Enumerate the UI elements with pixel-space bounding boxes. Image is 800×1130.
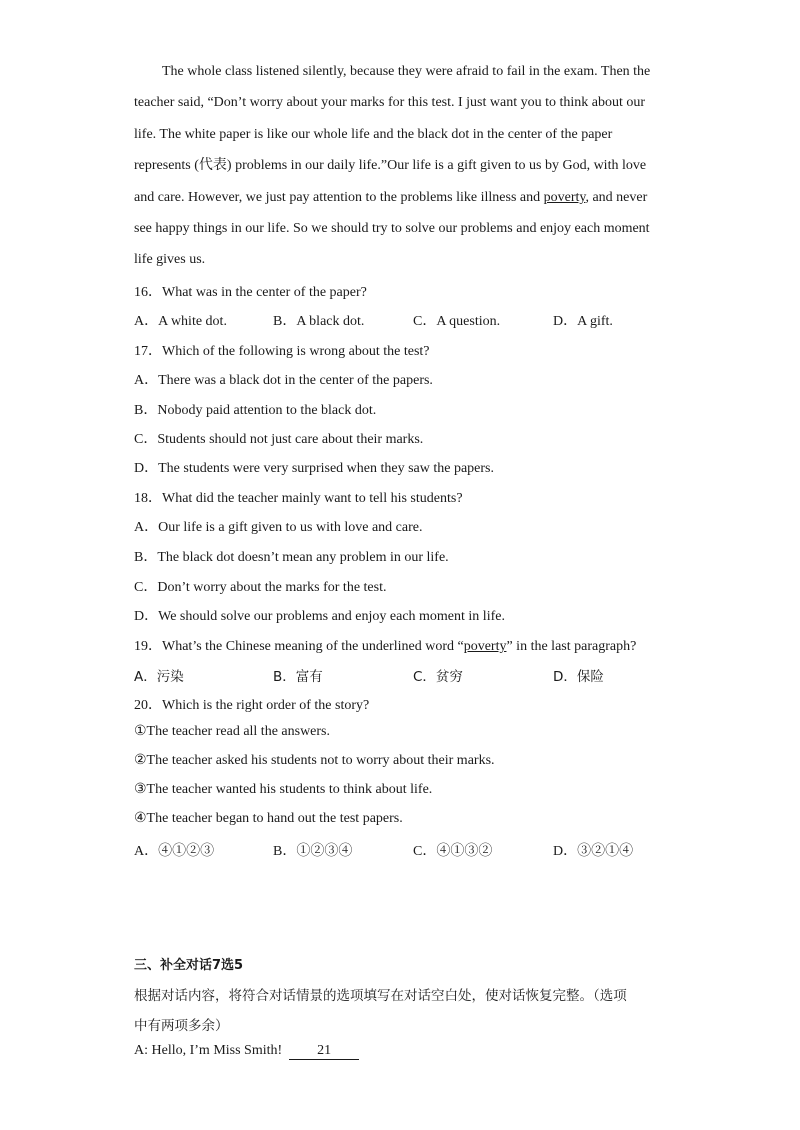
section-3-title: 三、补全对话7选5: [134, 958, 244, 973]
q16-option-b[interactable]: B．A black dot.: [273, 314, 365, 329]
question-19-stem: [134, 635, 636, 655]
dialog-line-a-text: A: Hello, I’m Miss Smith!: [134, 1043, 283, 1058]
q19-option-b[interactable]: B．富有: [273, 669, 323, 685]
q19-option-d[interactable]: D．保险: [553, 669, 604, 685]
q20-statement-4: ④The teacher began to hand out the test papers.: [134, 811, 403, 826]
q16-option-d[interactable]: D．A gift.: [553, 314, 613, 329]
q17-option-a[interactable]: A．There was a black dot in the center of the papers.: [134, 373, 433, 388]
q19-stem-post: ” in the last paragraph?: [506, 639, 637, 654]
question-18-stem: 18．What did the teacher mainly want to tell his students?: [134, 491, 463, 506]
q16-option-a[interactable]: A．A white dot.: [134, 314, 227, 329]
question-20-options: [134, 840, 694, 860]
q18-option-a[interactable]: A．Our life is a gift given to us with love and care.: [134, 520, 423, 535]
dialog-line-a: [134, 1043, 359, 1060]
q19-option-c[interactable]: C．贫穷: [413, 669, 463, 685]
q20-statement-2: ②The teacher asked his students not to worry about their marks.: [134, 753, 495, 768]
answer-blank-21[interactable]: 21: [289, 1043, 359, 1060]
question-19-options: [134, 665, 694, 685]
underlined-word-poverty: poverty: [543, 189, 586, 205]
q20-option-c[interactable]: C．④①③②: [413, 844, 493, 859]
q17-option-d[interactable]: D．The students were very surprised when they saw the papers.: [134, 461, 495, 476]
q20-option-a[interactable]: A．④①②③: [134, 844, 215, 859]
passage-text-1: The whole class listened silently, because they were afraid to fail in the exam. Then the teacher said, “Don’t worry about your marks for this test. I just want you to think about our life. The white paper is like our whole life and the black dot in the center of the paper represents (代表) problems in our daily life.”Our life is a gift given to us by God, with love and care. However, we just pay attention to the problems like illness and: [134, 64, 651, 205]
q17-option-c[interactable]: C．Students should not just care about their marks.: [134, 432, 424, 447]
q19-option-a[interactable]: A．污染: [134, 669, 184, 685]
q20-statement-1: ①The teacher read all the answers.: [134, 724, 331, 739]
q20-option-d[interactable]: D．③②①④: [553, 844, 634, 859]
q19-stem-pre: 19．What’s the Chinese meaning of the underlined word “: [134, 639, 464, 654]
section-3-instruction-line-1: 根据对话内容，将符合对话情景的选项填写在对话空白处，使对话恢复完整。（选项: [134, 988, 627, 1004]
q20-statement-3: ③The teacher wanted his students to think about life.: [134, 782, 433, 797]
q18-option-c[interactable]: C．Don’t worry about the marks for the test.: [134, 580, 387, 595]
passage-text-2: , and never see happy things in our life. So we should try to solve our problems and enjoy each moment life gives us.: [134, 189, 650, 268]
q17-option-b[interactable]: B．Nobody paid attention to the black dot.: [134, 403, 377, 418]
q16-option-c[interactable]: C．A question.: [413, 314, 501, 329]
q19-underlined-word: poverty: [463, 639, 507, 654]
reading-passage: [134, 56, 664, 276]
question-20-stem: 20．Which is the right order of the story?: [134, 698, 370, 713]
question-16-options: [134, 310, 694, 330]
q18-option-d[interactable]: D．We should solve our problems and enjoy each moment in life.: [134, 609, 505, 624]
q20-option-b[interactable]: B．①②③④: [273, 844, 353, 859]
question-16-stem: 16．What was in the center of the paper?: [134, 285, 367, 300]
q18-option-b[interactable]: B．The black dot doesn’t mean any problem in our life.: [134, 550, 449, 565]
question-17-stem: 17．Which of the following is wrong about the test?: [134, 344, 430, 359]
section-3-instruction-line-2: 中有两项多余）: [134, 1018, 229, 1034]
